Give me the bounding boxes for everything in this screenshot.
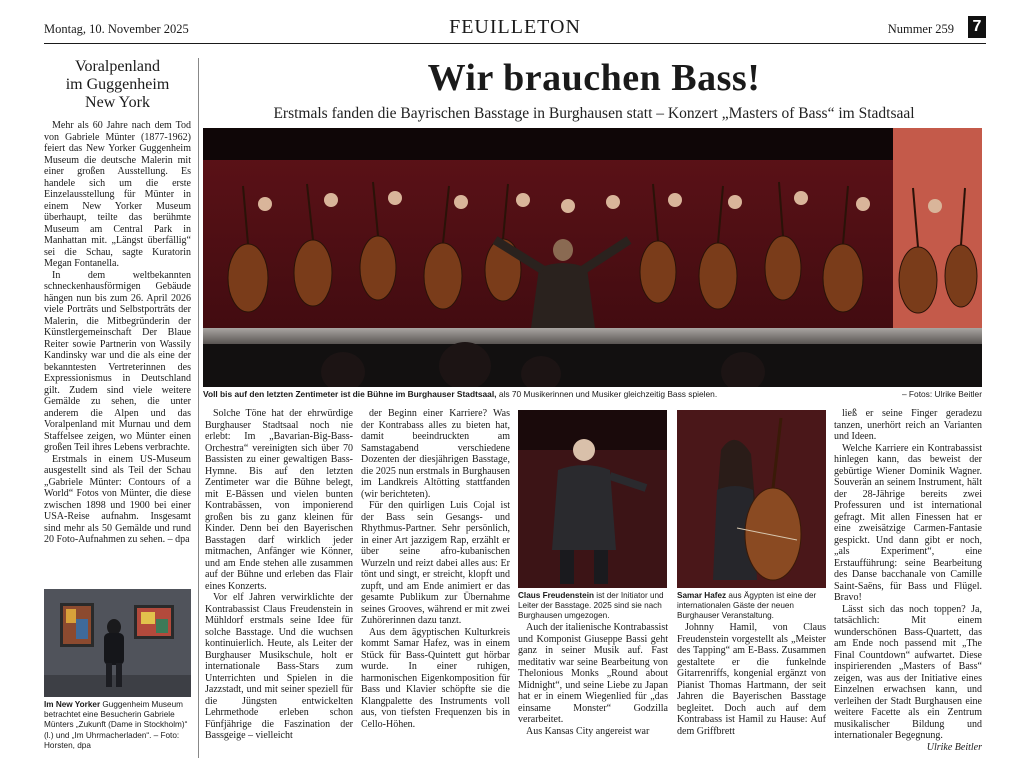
article-paragraph: Lässt sich das noch toppen? Ja, tatsächlich: Mit einem wunderschönen Bass-Quartett, das am Ende noch passend mit „The Final Countdown“ aufwartet. Diese inspirierenden „Masters of Bass“ zeigen, was aus der Initiative eines Einzelnen erwachsen kann, und verleihen der Stadt Burghausen eine weitere Facette als ein Zentrum musikalischer Bildung und internationaler Begegnung. [834, 603, 982, 741]
stage-photo-caption [203, 389, 982, 399]
stage-photo-illustration [203, 128, 982, 387]
section-title: FEUILLETON [449, 16, 581, 38]
page-number-badge: 7 [968, 16, 986, 38]
caption-text: Guggenheim Museum betrachtet eine Besucherin Gabriele Münters „Zukunft (Dame in Stockholm)“ (l.) und „Im Uhrmacherladen“. [44, 700, 188, 740]
guggenheim-photo [44, 589, 191, 697]
guggenheim-caption [44, 700, 191, 751]
caption-lead: Samar Hafez [677, 591, 727, 600]
freudenstein-caption [518, 591, 668, 622]
sidebar-title-line: New York [85, 94, 150, 111]
hafez-photo [677, 410, 826, 588]
article-paragraph: Johnny Hamil, von Claus Freudenstein vorgestellt als „Meister des Tapping“ am E-Bass. Zusammen gestaltete er die funkelnde Gitarrenriffs, kongenial ergänzt von Pianist Thomas Hartmann, der seit Jahren die Bayerischen Basstage begleitet. Doch auch auf dem Kontrabass ist Hamil zu Hause: Auf dem Griffbrett [677, 622, 826, 737]
hafez-photo-illustration [677, 410, 826, 588]
page-header [44, 16, 986, 42]
article-column-2 [361, 408, 510, 730]
article-paragraph: Auch der italienische Kontrabassist und Komponist Giuseppe Bassi geht ganz in seiner Musik auf. Fast meditativ war seine Bearbeitung von Thelonious Monks „Round about Midnight“, und seine Liebe zu Japan hat er in einem Wiegenlied für „das einsame Monster“ Godzilla verarbeitet. [518, 622, 668, 725]
issue-date: Montag, 10. November 2025 [44, 22, 189, 36]
sidebar-paragraph: In dem weltbekannten schneckenhausförmigen Gebäude hängen nun bis zum 26. April 2026 viele Porträts und Selbstporträts der Malerin, die Mitbegründerin der Künstlergemeinschaft Der Blaue Reiter sowie Partnerin von Wassily Kandinsky war und die als eine der bekanntesten Vertreterinnen des Expressionismus in Deutschland gilt. Zudem sind viele weitere Gemälde zu sehen, die unter anderem die Alpen und das Voralpenland mit Murnau und dem Staffelsee zeigen, wo Münter einen großen Teil ihres Lebens verbrachte. [44, 269, 191, 453]
sidebar-title-line: Voralpenland [74, 58, 160, 75]
sidebar-body [44, 120, 191, 546]
article-column-4 [677, 622, 826, 737]
sidebar-paragraph: Erstmals in einem US-Museum ausgestellt sind als Teil der Schau „Gabriele Münter: Contours of a World“ Fotos von Münter, die diese zwischen 1898 und 1900 bei einer USA-Reise aufnahm. Insgesamt sind mehr als 50 Gemälde und rund 20 Foto-Aufnahmen zu sehen. – dpa [44, 453, 191, 545]
article-subhead: Erstmals fanden die Bayrischen Basstage in Burghausen statt – Konzert „Masters of Bass“ im Stadtsaal [273, 105, 915, 122]
caption-text: ist der Initiator und Leiter der Basstage. 2025 sind sie nach Burghausen umgezogen. [518, 591, 664, 621]
freudenstein-photo [518, 410, 667, 588]
sidebar-title [44, 58, 191, 112]
sidebar-paragraph: Mehr als 60 Jahre nach dem Tod von Gabriele Münter (1877-1962) feiert das New Yorker Guggenheim Museum die deutsche Malerin mit einer großen Ausstellung. Es handele sich um die erste Einzelausstellung für Münter in einem New Yorker Museum überhaupt, teilte das berühmte Museum am Central Park in Manhattan mit. „Längst überfällig“ sei die Schau, sagte Kuratorin Megan Fontanella. [44, 120, 191, 269]
guggenheim-photo-illustration [44, 589, 191, 697]
hafez-caption [677, 591, 826, 622]
article-paragraph: ließ er seine Finger geradezu tanzen, unerhört reich an Varianten und Ideen. [834, 408, 982, 442]
issue-number: Nummer 259 [887, 22, 954, 36]
author-signature: Ulrike Beitler [926, 741, 982, 753]
article-headline: Wir brauchen Bass! [427, 57, 761, 99]
photo-credit: – Fotos: Ulrike Beitler [901, 389, 982, 399]
freudenstein-photo-illustration [518, 410, 667, 588]
sidebar-article [44, 58, 191, 546]
header-divider [44, 43, 986, 44]
article-paragraph: Für den quirligen Luis Cojal ist der Bass sein Gesangs- und Rhythmus-Partner. Sehr persönlich, in einer Art jazzigem Rap, erzählt er über seine afro-kubanischen Wurzeln und reizt dabei alles aus: Er tönt und singt, er streicht, klopft und zupft, und am Ende animiert er das gesamte Publikum zur Übernahme seines Grooves, während er mit zwei Zuhörerinnen dazu tanzt. [361, 500, 510, 626]
article-column-5 [834, 408, 982, 753]
sidebar-title-line: im Guggenheim [65, 76, 170, 93]
article-paragraph: Welche Karriere ein Kontrabassist hinlegen kann, das beweist der gebürtige Wiener Dominik Wagner. Souverän an seinem Instrument, hält der 28-Jährige bereits zwei Professuren und ist international gefragt. Mit allen Finessen hat er eine zweisätzige Carmen-Fantasie gespickt. Und dann gibt er noch, „als Experiment“, eine Erstaufführung: seine Bearbeitung des Danse bacchanale von Camille Saint-Saëns, für Bass und Flügel. Bravo! [834, 442, 982, 603]
caption-lead: Im New Yorker [44, 700, 101, 709]
article-column-1 [205, 408, 353, 742]
caption-lead: Claus Freudenstein [518, 591, 594, 600]
caption-lead: Voll bis auf den letzten Zentimeter ist die Bühne im Burghauser Stadtsaal, [203, 389, 497, 399]
caption-text: aus Ägypten ist eine der internationalen Gäste der neuen Burghauser Veranstaltung. [677, 591, 817, 621]
stage-photo [203, 128, 982, 387]
article-paragraph: Aus dem ägyptischen Kulturkreis kommt Samar Hafez, was in einem Stück für Bass-Quintett gut hörbar wurde. In einer ruhigen, harmonischen Eigenkomposition für Bass und Klavier schöpfte sie die Klangpalette des Instruments voll aus, von tiefsten Frequenzen bis in Cello-Höhen. [361, 626, 510, 730]
column-divider [198, 58, 199, 758]
article-column-3 [518, 622, 668, 737]
caption-text: als 70 Musikerinnen und Musiker gleichzeitig Bass spielen. [496, 389, 718, 399]
article-paragraph: der Beginn einer Karriere? Was der Kontrabass alles zu bieten hat, damit beeindruckten am Samstagabend verschiedene Dozenten der diesjährigen Basstage, die 2025 nun erstmals in Burghausen im Landkreis Altötting stattfanden (wir berichteten). [361, 408, 510, 500]
article-paragraph: Aus Kansas City angereist war [526, 725, 650, 737]
photo-credit: – Foto: Horsten, dpa [44, 730, 180, 750]
article-paragraph: Solche Töne hat der ehrwürdige Burghauser Stadtsaal noch nie erlebt: Im „Bavarian-Big-Bass-Orchestra“ vereinigten sich über 70 Bassisten zu einer gewaltigen Bass-Hymne. Bis auf den letzten Zentimeter war die Bühne belegt, mit E-Bässen und vielen bunten Kontrabässen, von imponierend großen bis zu ganz kleinen für Kinder. Denn bei den Bayerischen Basstagen darf wirklich jeder mitmachen, Anfänger wie Könner, und am Ende stehen alle zusammen auf der Bühne und erleben das Flair eines Konzerts. [205, 408, 353, 592]
article-paragraph: Vor elf Jahren verwirklichte der Kontrabassist Claus Freudenstein in Mühldorf erstmals seine Idee für solche Basstage. Und die wuchsen kontinuierlich. Heute, als Leiter der Burghauser Musikschule, holt er internationale Bass-Stars zum Unterrichten und Spielen in die Jazzstadt, und mit seiner speziell für die Jüngsten entwickelten Lehrmethode erleben schon Fünfjährige die Faszination der Bassgeige – vielleicht [205, 592, 353, 741]
